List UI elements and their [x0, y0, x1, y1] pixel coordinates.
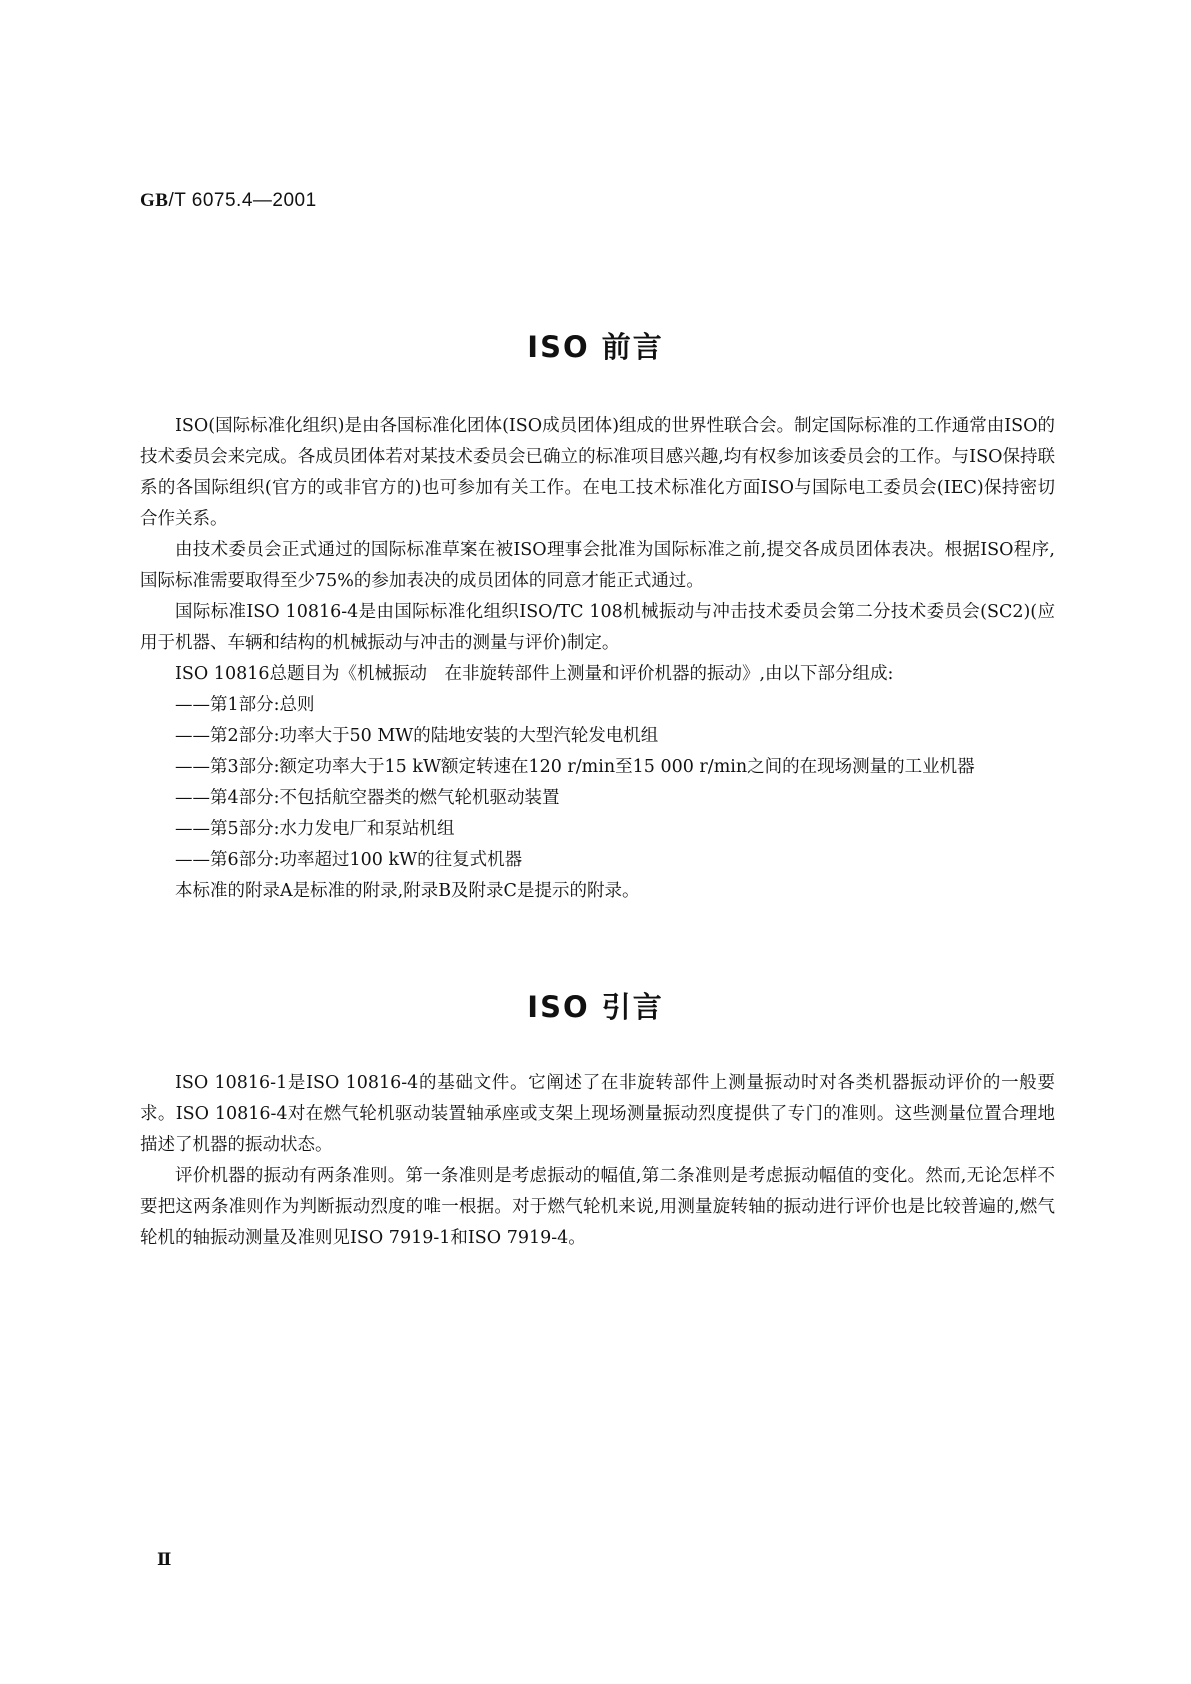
part-list-item: ——第4部分:不包括航空器类的燃气轮机驱动装置 [175, 788, 560, 808]
part-list-item: ——第1部分:总则 [175, 695, 315, 715]
preface-title: ISO 前言 [527, 330, 664, 364]
preface-paragraph: 由技术委员会正式通过的国际标准草案在被ISO理事会批准为国际标准之前,提交各成员团体表决。根据ISO程序,国际标准需要取得至少75%的参加表决的成员团体的同意才能正式通过。 [140, 540, 1055, 591]
standard-code-number: /T 6075.4—2001 [168, 190, 317, 211]
introduction-title: ISO 引言 [527, 990, 664, 1024]
preface-paragraph: ISO(国际标准化组织)是由各国标准化团体(ISO成员团体)组成的世界性联合会。制定国际标准的工作通常由ISO的技术委员会来完成。各成员团体若对某技术委员会已确立的标准项目感兴趣,均有权参加该委员会的工作。与ISO保持联系的各国际组织(官方的或非官方的)也可参加有关工作。在电工技术标准化方面ISO与国际电工委员会(IEC)保持密切合作关系。 [140, 416, 1055, 529]
introduction-body [140, 1068, 1055, 1254]
annex-note: 本标准的附录A是标准的附录,附录B及附录C是提示的附录。 [175, 881, 640, 901]
preface-body [140, 411, 1055, 907]
preface-paragraph: 国际标准ISO 10816-4是由国际标准化组织ISO/TC 108机械振动与冲击技术委员会第二分技术委员会(SC2)(应用于机器、车辆和结构的机械振动与冲击的测量与评价)制定。 [140, 602, 1055, 653]
introduction-paragraph: 评价机器的振动有两条准则。第一条准则是考虑振动的幅值,第二条准则是考虑振动幅值的变化。然而,无论怎样不要把这两条准则作为判断振动烈度的唯一根据。对于燃气轮机来说,用测量旋转轴的振动进行评价也是比较普遍的,燃气轮机的轴振动测量及准则见ISO 7919-1和ISO 7919-4。 [140, 1166, 1055, 1248]
part-list-item: ——第5部分:水力发电厂和泵站机组 [175, 819, 455, 839]
standard-code [140, 190, 317, 212]
part-list-item: ——第3部分:额定功率大于15 kW额定转速在120 r/min至15 000 r/min之间的在现场测量的工业机器 [175, 757, 975, 777]
part-list-item: ——第6部分:功率超过100 kW的往复式机器 [175, 850, 523, 870]
introduction-paragraph: ISO 10816-1是ISO 10816-4的基础文件。它阐述了在非旋转部件上测量振动时对各类机器振动评价的一般要求。ISO 10816-4对在燃气轮机驱动装置轴承座或支架上现场测量振动烈度提供了专门的准则。这些测量位置合理地描述了机器的振动状态。 [140, 1073, 1055, 1155]
standard-code-prefix: GB [140, 190, 169, 211]
preface-paragraph: ISO 10816总题目为《机械振动 在非旋转部件上测量和评价机器的振动》,由以下部分组成: [175, 664, 894, 684]
page-number: Ⅱ [157, 1550, 172, 1570]
part-list-item: ——第2部分:功率大于50 MW的陆地安装的大型汽轮发电机组 [175, 726, 659, 746]
